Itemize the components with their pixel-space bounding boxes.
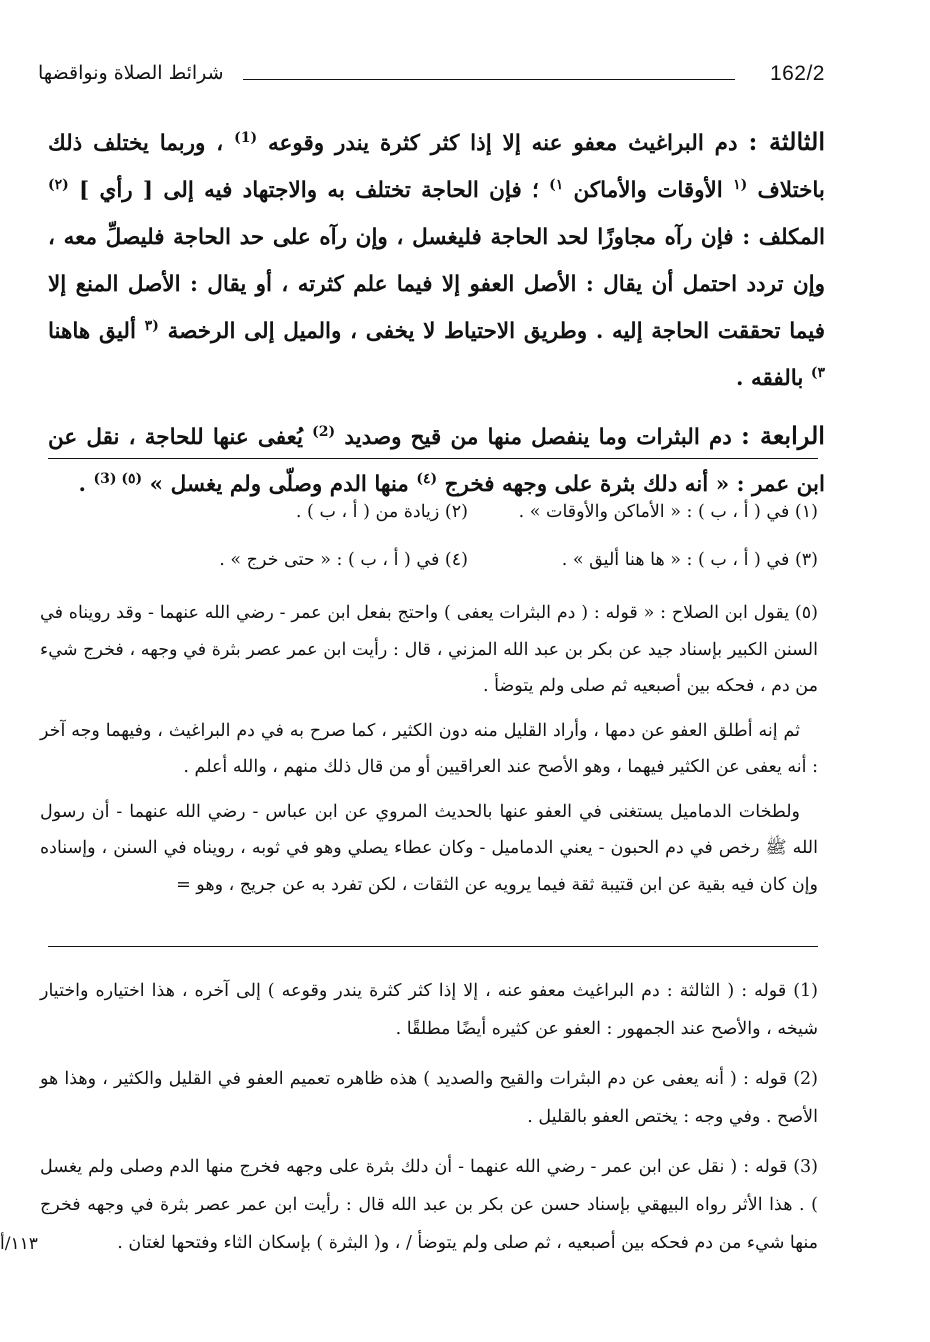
- variant-note: (١) في ( أ ، ب ) : « الأماكن والأوقات » .: [518, 502, 818, 522]
- section-term: الرابعة :: [741, 421, 825, 450]
- text-run: .: [78, 472, 86, 497]
- text-run: دم البثرات وما ينفصل منها من قيح وصديد: [344, 425, 732, 450]
- variant-notes: [48, 488, 818, 584]
- text-run: أليق هاهنا: [48, 319, 136, 344]
- commentary-paragraph: ثم إنه أطلق العفو عن دمها ، وأراد القليل منه دون الكثير ، كما صرح به في دم البراغيث ، وفيهما وجه آخر : أنه يعفى عن الكثير فيهما ، وهو الأصح عند العراقيين أو من قال ذلك منهم ، والله أعلم .: [40, 720, 818, 777]
- margin-folio: ١١٣/أ: [0, 1234, 38, 1254]
- footnote-ref: (٤): [416, 470, 438, 487]
- paragraph-third: [48, 118, 825, 402]
- running-title: شرائط الصلاة ونواقضها: [38, 62, 224, 84]
- text-run: يُعفى عنها للحاجة ، نقل عن ابن عمر : « أنه دلك بثرة على وجهه فخرج: [48, 425, 825, 497]
- page-number: 162/2: [769, 62, 825, 85]
- variant-note: (٣) في ( أ ، ب ) : « ها هنا أليق » .: [561, 550, 818, 570]
- footnote-ref: (٥) (3): [93, 470, 143, 487]
- text-run: الأوقات والأماكن: [573, 178, 723, 203]
- text-run: بالفقه .: [736, 366, 804, 391]
- text-run: دم البراغيث معفو عنه إلا إذا كثر كثرة يندر وقوعه: [268, 131, 738, 156]
- text-run: ؛ فإن الحاجة تختلف به والاجتهاد فيه إلى [ رأي ]: [79, 178, 539, 203]
- gloss-notes: [40, 972, 818, 1274]
- text-run: منها الدم وصلّى ولم يغسل »: [149, 472, 409, 497]
- footnote-ref: ٣): [810, 364, 825, 381]
- commentary-paragraph: ولطخات الدماميل يستغنى في العفو عنها بالحديث المروي عن ابن عباس - رضي الله عنهما - أن رسول الله ﷺ رخص في دم الحبون - يعني الدماميل - وكان عطاء يصلي وهو في ثوبه ، رويناه في السنن ، وإسناده وإن كان فيه بقية عن ابن قتيبة ثقة فيما يرويه عن الثقات ، لكن تفرد به عن جريج ، وهو =: [40, 801, 818, 895]
- variant-note: (٤) في ( أ ، ب ) : « حتى خرج » .: [219, 550, 468, 570]
- commentary-paragraph: (٥) يقول ابن الصلاح : « قوله : ( دم البثرات يعفى ) واحتج بفعل ابن عمر - رضي الله عنهما - وقد رويناه في السنن الكبير بإسناد جيد عن بكر بن عبد الله المزني ، قال : رأيت ابن عمر عصر بثرة في وجهه ، فخرج شيء من دم ، فحكه بين أصبعيه ثم صلى ولم يتوضأ .: [40, 603, 818, 696]
- footnote-ref: (١: [733, 176, 748, 193]
- footnote-ref: (1): [234, 129, 258, 146]
- text-run: ، وربما يختلف ذلك باختلاف: [48, 131, 825, 203]
- footnote-ref: (2): [312, 423, 336, 440]
- main-text: [48, 118, 825, 508]
- footnote-ref: (٣: [144, 317, 159, 334]
- gloss-note: (3) قوله : ( نقل عن ابن عمر - رضي الله عنهما - أن دلك بثرة على وجهه فخرج منها الدم وصلى ولم يغسل ) . هذا الأثر رواه البيهقي بإسناد حسن عن بكر بن عبد الله قال : رأيت ابن عمر عصر بثرة في وجهه فخرج منها شيء من دم فحكه بين أصبعيه ، ثم صلى ولم يتوضأ / ، و( البثرة ) بإسكان الثاء وفتحها لغتان .: [40, 1157, 818, 1253]
- header-rule: [243, 79, 735, 80]
- footnote-ref: ١): [549, 176, 564, 193]
- variant-row: [48, 488, 818, 536]
- variant-note: (٢) زيادة من ( أ ، ب ) .: [295, 502, 468, 522]
- footnote-ref: (٢): [48, 176, 69, 193]
- variant-row: [48, 536, 818, 584]
- footnote-separator: [48, 458, 818, 459]
- gloss-note: (2) قوله : ( أنه يعفى عن دم البثرات والقيح والصديد ) هذه ظاهره تعميم العفو في القليل والكثير ، وهذا هو الأصح . وفي وجه : يختص العفو بالقليل .: [40, 1069, 818, 1127]
- text-run: المكلف : فإن رآه مجاوزًا لحد الحاجة فليغسل ، وإن رآه على حد الحاجة فليصلِّ معه ، وإن تردد احتمل أن يقال : الأصل العفو إلا فيما علم كثرته ، أو يقال : الأصل المنع إلا فيما تحققت الحاجة إليه . وطريق الاحتياط لا يخفى ، والميل إلى الرخصة: [48, 225, 825, 344]
- section-term: الثالثة :: [748, 127, 825, 156]
- page-header: [38, 62, 825, 88]
- commentary-notes: [40, 595, 818, 911]
- gloss-separator: [48, 946, 818, 947]
- gloss-note: (1) قوله : ( الثالثة : دم البراغيث معفو عنه ، إلا إذا كثر كثرة يندر وقوعه ) إلى آخره ، هذا اختياره واختيار شيخه ، والأصح عند الجمهور : العفو عن كثيره أيضًا مطلقًا .: [40, 981, 818, 1039]
